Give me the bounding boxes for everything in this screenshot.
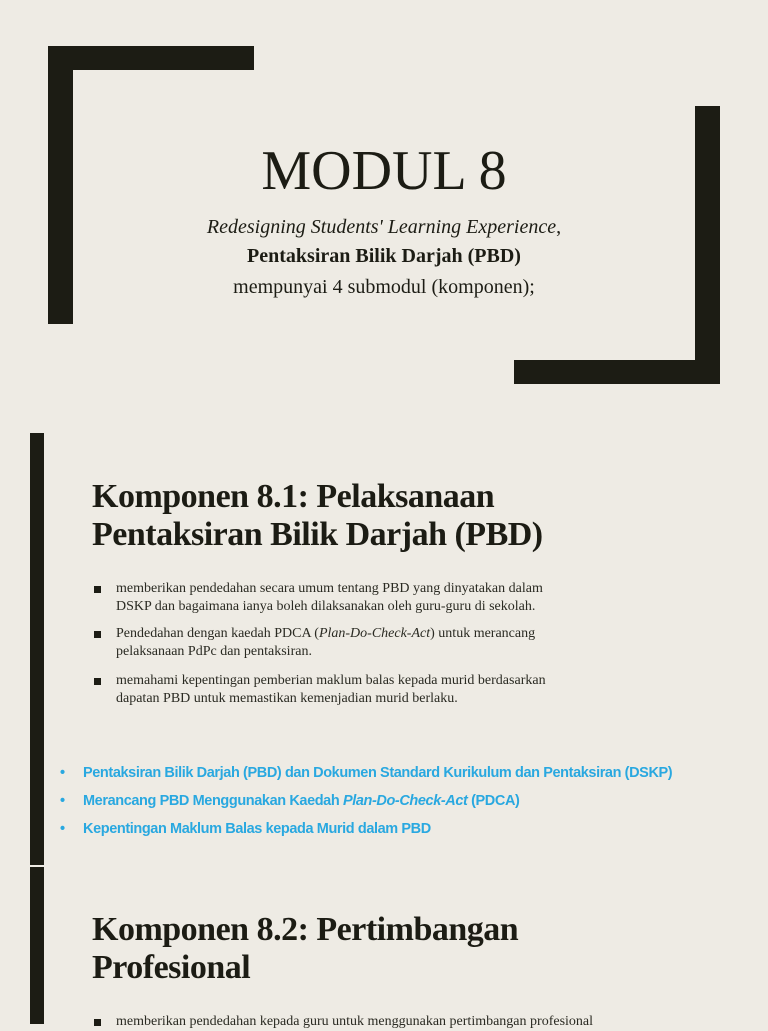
bullet-dot-icon: •: [60, 821, 65, 837]
heading-line-2: Pentaksiran Bilik Darjah (PBD): [92, 516, 543, 553]
bullet-text: memberikan pendedahan kepada guru untuk menggunakan pertimbangan profesional: [116, 1014, 594, 1029]
bullet-text: DSKP dan bagaimana ianya boleh dilaksanakan oleh guru-guru di sekolah.: [116, 599, 536, 614]
heading-line-1: Komponen 8.1: Pelaksanaan: [92, 478, 495, 515]
subtitle-comma: ,: [556, 216, 562, 238]
bullet-dot-icon: •: [60, 793, 65, 809]
list-item: [92, 580, 632, 616]
bullet-text: dapatan PBD untuk memastikan kemenjadian murid berlaku.: [116, 691, 458, 706]
subtitle-italic: Redesigning Students' Learning Experience: [206, 216, 557, 238]
topic-item: [60, 764, 672, 782]
list-item: [92, 625, 632, 661]
topic-item: [60, 792, 519, 810]
list-item: [92, 1013, 712, 1031]
bullet-text: memahami kepentingan pemberian maklum balas kepada murid berdasarkan: [116, 673, 546, 688]
topic-text: Pentaksiran Bilik Darjah (PBD) dan Dokumen Standard Kurikulum dan Pentaksiran (DSKP): [83, 765, 673, 781]
heading-line-2: Profesional: [92, 949, 251, 986]
bullet-text: memberikan pendedahan secara umum tentang PBD yang dinyatakan dalam: [116, 581, 543, 596]
bullet-text: Pendedahan dengan kaedah PDCA (Plan-Do-Check-Act) untuk merancang: [116, 626, 536, 641]
slide-title: MODUL 8: [261, 140, 507, 202]
topic-text: Merancang PBD Menggunakan Kaedah: [83, 793, 343, 809]
subtitle-line-1: [0, 215, 768, 239]
subtitle-line-3: mempunyai 4 submodul (komponen);: [233, 276, 535, 298]
slide-accent-bar: [30, 433, 44, 865]
frame-bracket-bottom-right: [514, 360, 720, 384]
topic-text: (PDCA): [467, 793, 520, 809]
list-item: [92, 672, 632, 708]
bullet-text: pelaksanaan PdPc dan pentaksiran.: [116, 644, 312, 659]
topic-item: [60, 820, 431, 838]
topic-text: Kepentingan Maklum Balas kepada Murid dalam PBD: [83, 821, 431, 837]
square-bullet-icon: [94, 631, 101, 638]
frame-bracket-top-left: [48, 46, 254, 70]
subtitle-line-2: Pentaksiran Bilik Darjah (PBD): [247, 245, 521, 267]
square-bullet-icon: [94, 678, 101, 685]
square-bullet-icon: [94, 1019, 101, 1026]
square-bullet-icon: [94, 586, 101, 593]
topic-text-italic: Plan-Do-Check-Act: [342, 793, 468, 809]
heading-line-1: Komponen 8.2: Pertimbangan: [92, 911, 519, 948]
slide-accent-bar: [30, 867, 44, 1024]
bullet-dot-icon: •: [60, 765, 65, 781]
